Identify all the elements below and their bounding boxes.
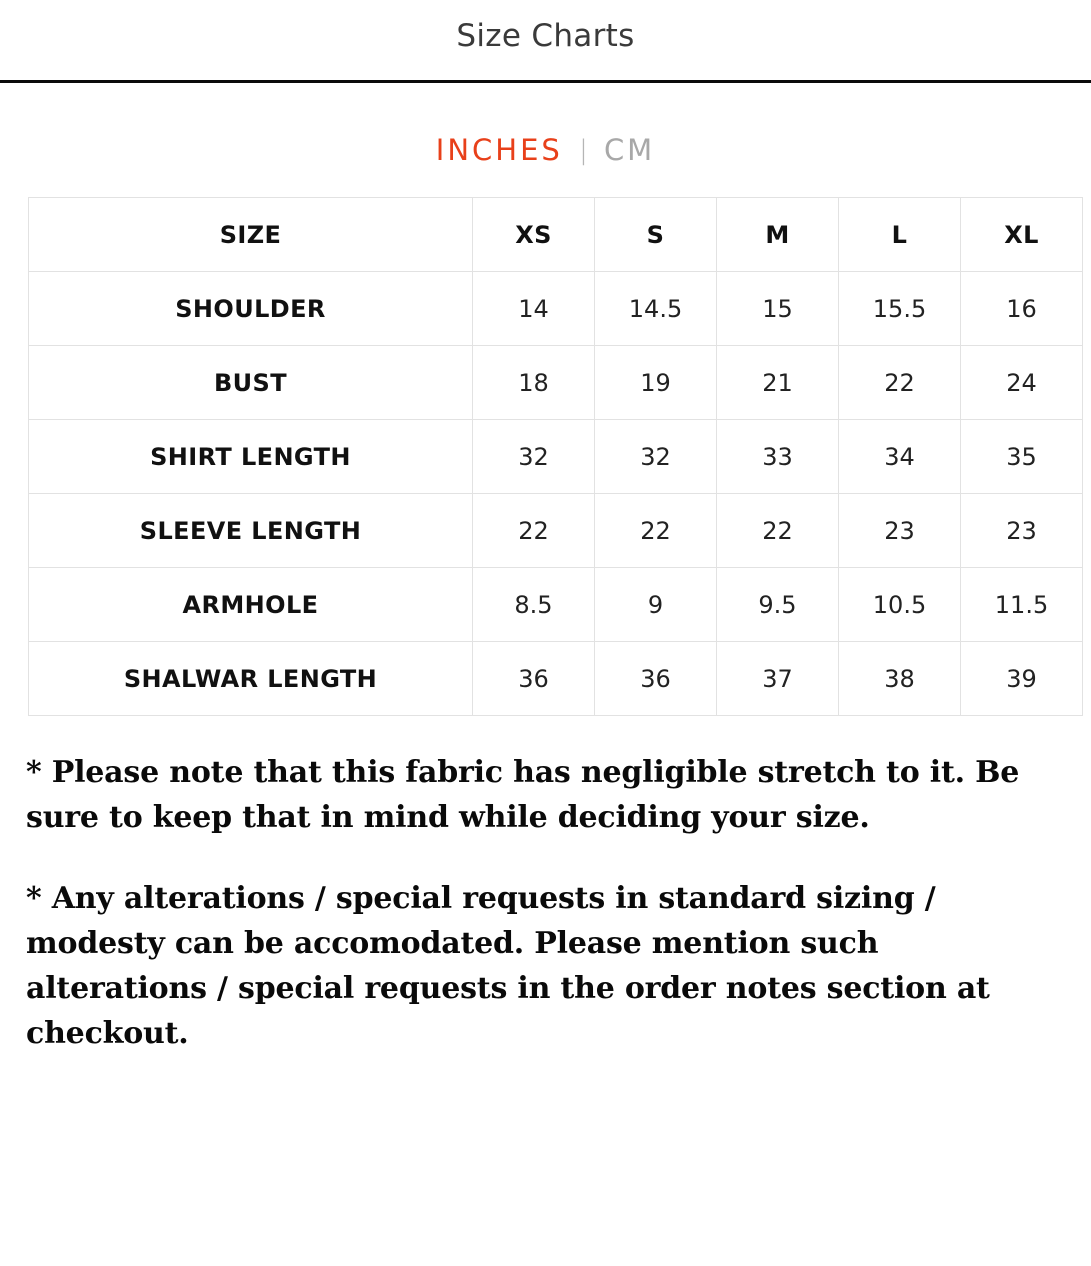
table-row [29, 346, 1083, 420]
note-alterations: * Any alterations / special requests in standard sizing / modesty can be accomodated. Please mention such alterations / special requests in the order notes section at checkout. [26, 881, 990, 1051]
cell-sleeve-length-xs: 22 [473, 494, 595, 568]
cell-shoulder-l: 15.5 [839, 272, 961, 346]
column-header-m: M [717, 198, 839, 272]
size-table-head [29, 198, 1083, 272]
cell-sleeve-length-m: 22 [717, 494, 839, 568]
table-row [29, 420, 1083, 494]
cell-shirt-length-m: 33 [717, 420, 839, 494]
cell-sleeve-length-s: 22 [595, 494, 717, 568]
column-header-s: S [595, 198, 717, 272]
row-header-shirt-length: SHIRT LENGTH [29, 420, 473, 494]
unit-tab-inches[interactable]: INCHES [435, 133, 563, 167]
column-header-xl: XL [961, 198, 1083, 272]
cell-shirt-length-l: 34 [839, 420, 961, 494]
row-header-shalwar-length: SHALWAR LENGTH [29, 642, 473, 716]
column-header-size: SIZE [29, 198, 473, 272]
notes-section [0, 716, 1091, 1086]
cell-armhole-xl: 11.5 [961, 568, 1083, 642]
cell-shalwar-length-xs: 36 [473, 642, 595, 716]
cell-shoulder-m: 15 [717, 272, 839, 346]
cell-shalwar-length-s: 36 [595, 642, 717, 716]
cell-sleeve-length-xl: 23 [961, 494, 1083, 568]
table-row [29, 642, 1083, 716]
cell-armhole-m: 9.5 [717, 568, 839, 642]
cell-armhole-s: 9 [595, 568, 717, 642]
table-row [29, 272, 1083, 346]
cell-shoulder-xs: 14 [473, 272, 595, 346]
cell-bust-s: 19 [595, 346, 717, 420]
cell-shoulder-xl: 16 [961, 272, 1083, 346]
cell-sleeve-length-l: 23 [839, 494, 961, 568]
cell-armhole-l: 10.5 [839, 568, 961, 642]
row-header-bust: BUST [29, 346, 473, 420]
cell-shirt-length-xs: 32 [473, 420, 595, 494]
cell-shoulder-s: 14.5 [595, 272, 717, 346]
table-row [29, 494, 1083, 568]
row-header-sleeve-length: SLEEVE LENGTH [29, 494, 473, 568]
size-table-body [29, 272, 1083, 716]
table-header-row [29, 198, 1083, 272]
table-row [29, 568, 1083, 642]
cell-shalwar-length-xl: 39 [961, 642, 1083, 716]
cell-shirt-length-xl: 35 [961, 420, 1083, 494]
cell-armhole-xs: 8.5 [473, 568, 595, 642]
unit-tab-cm[interactable]: CM [603, 133, 656, 167]
column-header-xs: XS [473, 198, 595, 272]
unit-toggle[interactable] [0, 83, 1091, 197]
column-header-l: L [839, 198, 961, 272]
cell-bust-xs: 18 [473, 346, 595, 420]
cell-bust-m: 21 [717, 346, 839, 420]
row-header-armhole: ARMHOLE [29, 568, 473, 642]
cell-bust-l: 22 [839, 346, 961, 420]
cell-shalwar-length-l: 38 [839, 642, 961, 716]
cell-shirt-length-s: 32 [595, 420, 717, 494]
cell-shalwar-length-m: 37 [717, 642, 839, 716]
cell-bust-xl: 24 [961, 346, 1083, 420]
size-table-wrapper [0, 197, 1091, 716]
size-table [28, 197, 1083, 716]
page-title: Size Charts [456, 18, 635, 54]
row-header-shoulder: SHOULDER [29, 272, 473, 346]
unit-separator: | [578, 134, 588, 166]
note-fabric-stretch: * Please note that this fabric has negligible stretch to it. Be sure to keep that in mind while deciding your size. [26, 755, 1020, 835]
